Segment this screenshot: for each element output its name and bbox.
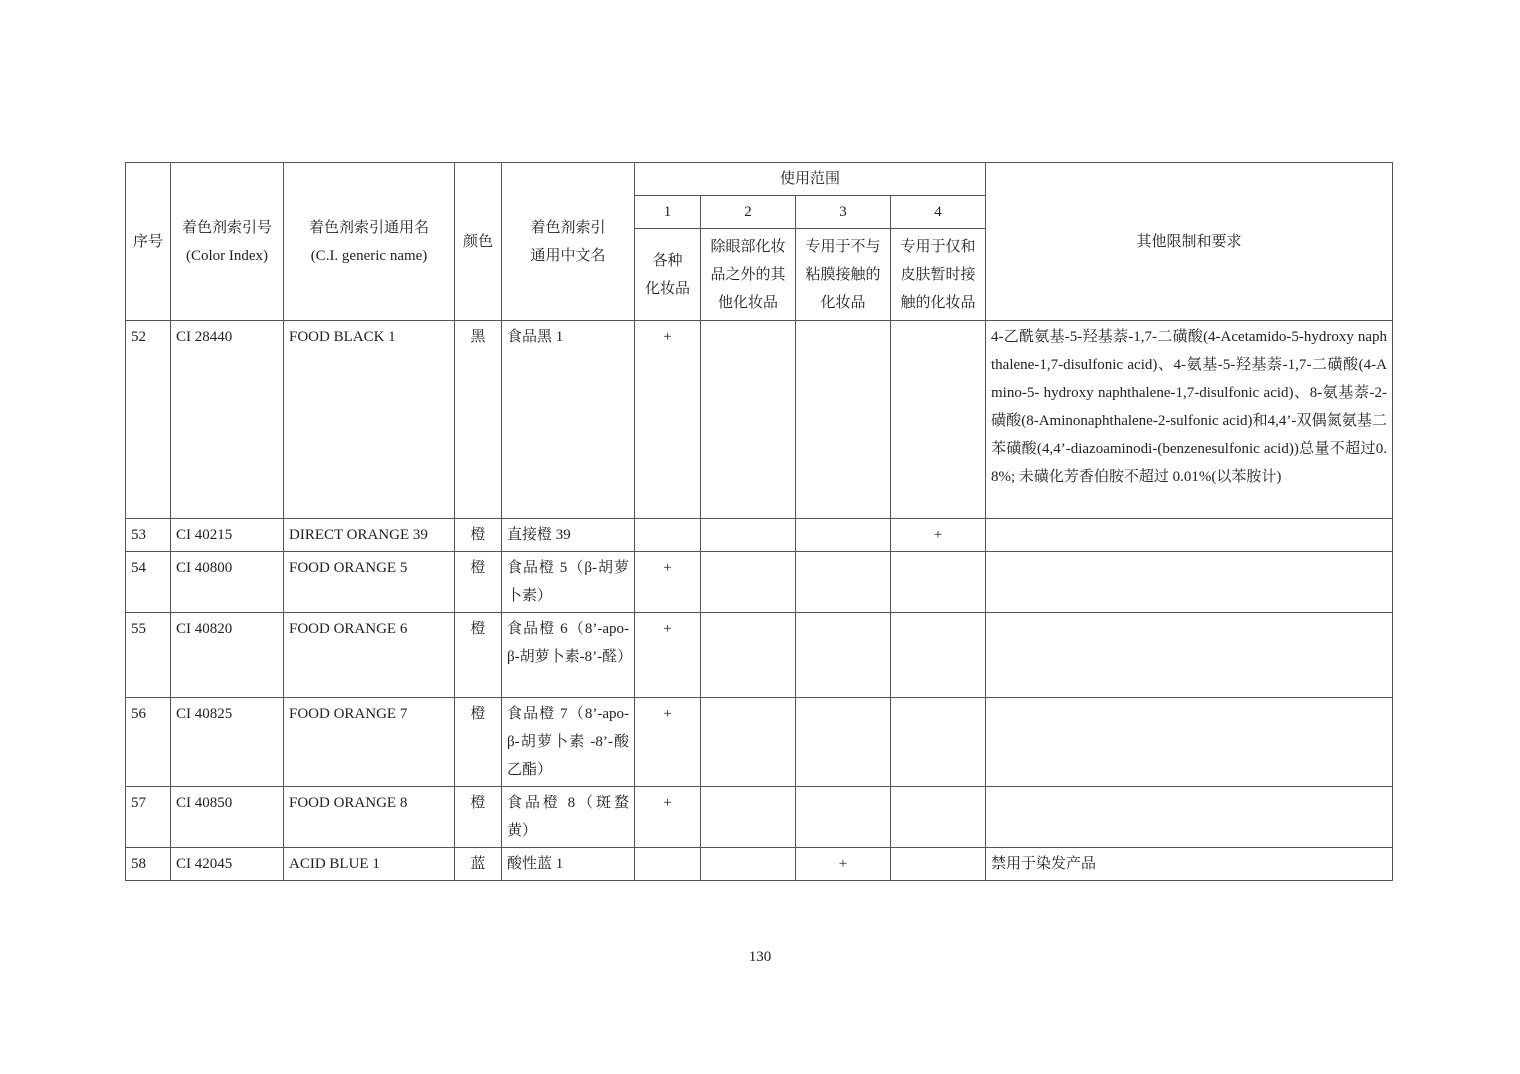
- cell-scope-4: [891, 552, 986, 613]
- cell-scope-3: [796, 787, 891, 848]
- header-color: 颜色: [455, 163, 502, 321]
- table-row: [126, 787, 1393, 848]
- cell-scope-3: [796, 698, 891, 787]
- table-row: [126, 613, 1393, 698]
- cell-name: FOOD BLACK 1: [284, 321, 455, 519]
- header-scope-4-desc: 专用于仅和 皮肤暂时接 触的化妆品: [891, 229, 986, 321]
- cell-color: 橙: [455, 519, 502, 552]
- cell-scope-3: +: [796, 848, 891, 881]
- cell-scope-4: +: [891, 519, 986, 552]
- cell-scope-1: +: [635, 613, 701, 698]
- cell-ci: CI 42045: [171, 848, 284, 881]
- cell-scope-4: [891, 848, 986, 881]
- cell-ci: CI 40850: [171, 787, 284, 848]
- header-ci-generic-name: 着色剂索引通用名 (C.I. generic name): [284, 163, 455, 321]
- cell-scope-1: +: [635, 787, 701, 848]
- cell-seq: 57: [126, 787, 171, 848]
- cell-other: [986, 552, 1393, 613]
- cell-scope-4: [891, 321, 986, 519]
- cell-seq: 52: [126, 321, 171, 519]
- header-ci-number: 着色剂索引号 (Color Index): [171, 163, 284, 321]
- cell-scope-2: [701, 519, 796, 552]
- table-row: [126, 698, 1393, 787]
- header-other-requirements: 其他限制和要求: [986, 163, 1393, 321]
- cell-seq: 56: [126, 698, 171, 787]
- cell-other: 4-乙酰氨基-5-羟基萘-1,7-二磺酸(4-Acetamido-5-hydroxy naphthalene-1,7-disulfonic acid)、4-氨基-5-羟基萘-1,7-二磺酸(4-Amino-5- hydroxy naphthalene-1,7-disulfonic acid)、8-氨基萘-2-磺酸(8-Aminonaphthalene-2-sulfonic acid)和4,4’-双偶氮氨基二苯磺酸(4,4’-diazoaminodi-(benzenesulfonic acid))总量不超过0.8%; 未磺化芳香伯胺不超过 0.01%(以苯胺计): [986, 321, 1393, 519]
- cell-scope-1: +: [635, 552, 701, 613]
- header-scope-4: 4: [891, 196, 986, 229]
- header-scope-2-desc: 除眼部化妆 品之外的其 他化妆品: [701, 229, 796, 321]
- cell-seq: 55: [126, 613, 171, 698]
- colorant-table: [125, 162, 1393, 881]
- cell-scope-2: [701, 698, 796, 787]
- cell-scope-4: [891, 698, 986, 787]
- cell-other: [986, 698, 1393, 787]
- header-usage-scope: 使用范围: [635, 163, 986, 196]
- cell-cn-name: 直接橙 39: [502, 519, 635, 552]
- header-scope-3-desc: 专用于不与 粘膜接触的 化妆品: [796, 229, 891, 321]
- cell-name: FOOD ORANGE 6: [284, 613, 455, 698]
- cell-color: 橙: [455, 698, 502, 787]
- table-row: [126, 519, 1393, 552]
- cell-scope-1: +: [635, 321, 701, 519]
- cell-ci: CI 40215: [171, 519, 284, 552]
- header-chinese-name: 着色剂索引 通用中文名: [502, 163, 635, 321]
- cell-name: ACID BLUE 1: [284, 848, 455, 881]
- cell-ci: CI 40800: [171, 552, 284, 613]
- cell-scope-2: [701, 848, 796, 881]
- cell-name: DIRECT ORANGE 39: [284, 519, 455, 552]
- cell-color: 黑: [455, 321, 502, 519]
- cell-scope-3: [796, 321, 891, 519]
- cell-cn-name: 酸性蓝 1: [502, 848, 635, 881]
- cell-ci: CI 40820: [171, 613, 284, 698]
- cell-cn-name: 食品橙 5（β-胡萝卜素）: [502, 552, 635, 613]
- cell-ci: CI 28440: [171, 321, 284, 519]
- cell-scope-1: [635, 848, 701, 881]
- cell-scope-3: [796, 613, 891, 698]
- cell-color: 橙: [455, 552, 502, 613]
- cell-seq: 53: [126, 519, 171, 552]
- header-scope-1: 1: [635, 196, 701, 229]
- header-seq: 序号: [126, 163, 171, 321]
- cell-cn-name: 食品橙 6（8’-apo-β-胡萝卜素-8’-醛）: [502, 613, 635, 698]
- cell-scope-3: [796, 552, 891, 613]
- cell-scope-2: [701, 613, 796, 698]
- header-scope-2: 2: [701, 196, 796, 229]
- page-number: 130: [748, 949, 772, 965]
- cell-name: FOOD ORANGE 5: [284, 552, 455, 613]
- cell-scope-2: [701, 321, 796, 519]
- cell-seq: 54: [126, 552, 171, 613]
- header-scope-1-desc: 各种 化妆品: [635, 229, 701, 321]
- cell-other: [986, 519, 1393, 552]
- cell-scope-1: [635, 519, 701, 552]
- cell-color: 橙: [455, 787, 502, 848]
- cell-scope-2: [701, 787, 796, 848]
- cell-name: FOOD ORANGE 8: [284, 787, 455, 848]
- cell-color: 橙: [455, 613, 502, 698]
- cell-scope-4: [891, 613, 986, 698]
- table-row: [126, 552, 1393, 613]
- header-scope-3: 3: [796, 196, 891, 229]
- cell-name: FOOD ORANGE 7: [284, 698, 455, 787]
- cell-cn-name: 食品橙 7（8’-apo-β-胡萝卜素 -8’-酸乙酯）: [502, 698, 635, 787]
- cell-other: [986, 613, 1393, 698]
- table-row: [126, 848, 1393, 881]
- cell-cn-name: 食品橙 8（斑蝥黄）: [502, 787, 635, 848]
- cell-cn-name: 食品黑 1: [502, 321, 635, 519]
- cell-scope-2: [701, 552, 796, 613]
- cell-scope-3: [796, 519, 891, 552]
- cell-ci: CI 40825: [171, 698, 284, 787]
- table-row: [126, 321, 1393, 519]
- cell-scope-4: [891, 787, 986, 848]
- cell-color: 蓝: [455, 848, 502, 881]
- cell-scope-1: +: [635, 698, 701, 787]
- cell-other: 禁用于染发产品: [986, 848, 1393, 881]
- cell-seq: 58: [126, 848, 171, 881]
- cell-other: [986, 787, 1393, 848]
